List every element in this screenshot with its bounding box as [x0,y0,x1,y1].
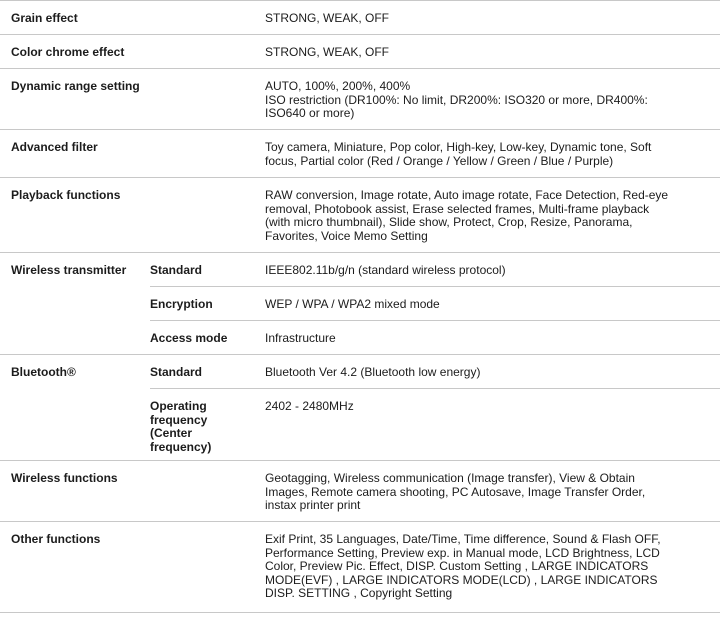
spec-row-grain-effect [0,1,720,35]
spec-value: Bluetooth Ver 4.2 (Bluetooth low energy) [265,355,720,389]
spec-row-advanced-filter [0,130,720,178]
spec-sublabel: Standard [150,253,265,287]
spec-label: Wireless functions [0,461,265,522]
spec-row-wireless-encryption [0,287,720,321]
spec-value: Toy camera, Miniature, Pop color, High-key, Low-key, Dynamic tone, Soft focus, Partial color (Red / Orange / Yellow / Green / Blue / Purple) [265,130,720,178]
spec-row-color-chrome [0,35,720,69]
spec-row-wireless-functions [0,461,720,522]
spec-label-spacer [0,389,150,461]
spec-sublabel: Access mode [150,321,265,355]
spec-label: Dynamic range setting [0,69,265,130]
spec-row-wireless-access-mode [0,321,720,355]
spec-label: Grain effect [0,1,265,35]
spec-value: IEEE802.11b/g/n (standard wireless protocol) [265,253,720,287]
spec-row-other-functions [0,522,720,613]
spec-row-bluetooth-frequency [0,389,720,461]
spec-value: RAW conversion, Image rotate, Auto image rotate, Face Detection, Red-eye removal, Photobook assist, Erase selected frames, Multi-frame playback (with micro thumbnail), Slide show, Protect, Crop, Resize, Panorama, Favorites, Voice Memo Setting [265,178,720,253]
spec-sublabel: Standard [150,355,265,389]
spec-row-dynamic-range [0,69,720,130]
spec-label-spacer [0,287,150,321]
spec-row-wireless-standard [0,253,720,287]
spec-value: WEP / WPA / WPA2 mixed mode [265,287,720,321]
spec-row-bluetooth-standard [0,355,720,389]
spec-value: 2402 - 2480MHz [265,389,720,461]
spec-value: Infrastructure [265,321,720,355]
spec-value: STRONG, WEAK, OFF [265,1,720,35]
spec-sublabel: Operating frequency (Center frequency) [150,389,265,461]
spec-value: STRONG, WEAK, OFF [265,35,720,69]
spec-label: Color chrome effect [0,35,265,69]
spec-value: AUTO, 100%, 200%, 400% ISO restriction (DR100%: No limit, DR200%: ISO320 or more, DR400%: ISO640 or more) [265,69,720,130]
spec-sublabel: Encryption [150,287,265,321]
spec-label: Wireless transmitter [11,263,127,277]
spec-label-spacer [0,321,150,355]
spec-label: Bluetooth® [11,365,76,379]
spec-label: Other functions [0,522,265,613]
spec-value: Geotagging, Wireless communication (Image transfer), View & Obtain Images, Remote camera shooting, PC Autosave, Image Transfer Order, instax printer print [265,461,720,522]
spec-value: Exif Print, 35 Languages, Date/Time, Time difference, Sound & Flash OFF, Performance Setting, Preview exp. in Manual mode, LCD Brightness, LCD Color, Preview Pic. Effect, DISP. Custom Setting , LARGE INDICATORS MODE(EVF) , LARGE INDICATORS MODE(LCD) , LARGE INDICATORS DISP. SETTING , Copyright Setting [265,522,720,613]
spec-label: Advanced filter [0,130,265,178]
spec-row-playback-functions [0,178,720,253]
spec-label: Playback functions [0,178,265,253]
